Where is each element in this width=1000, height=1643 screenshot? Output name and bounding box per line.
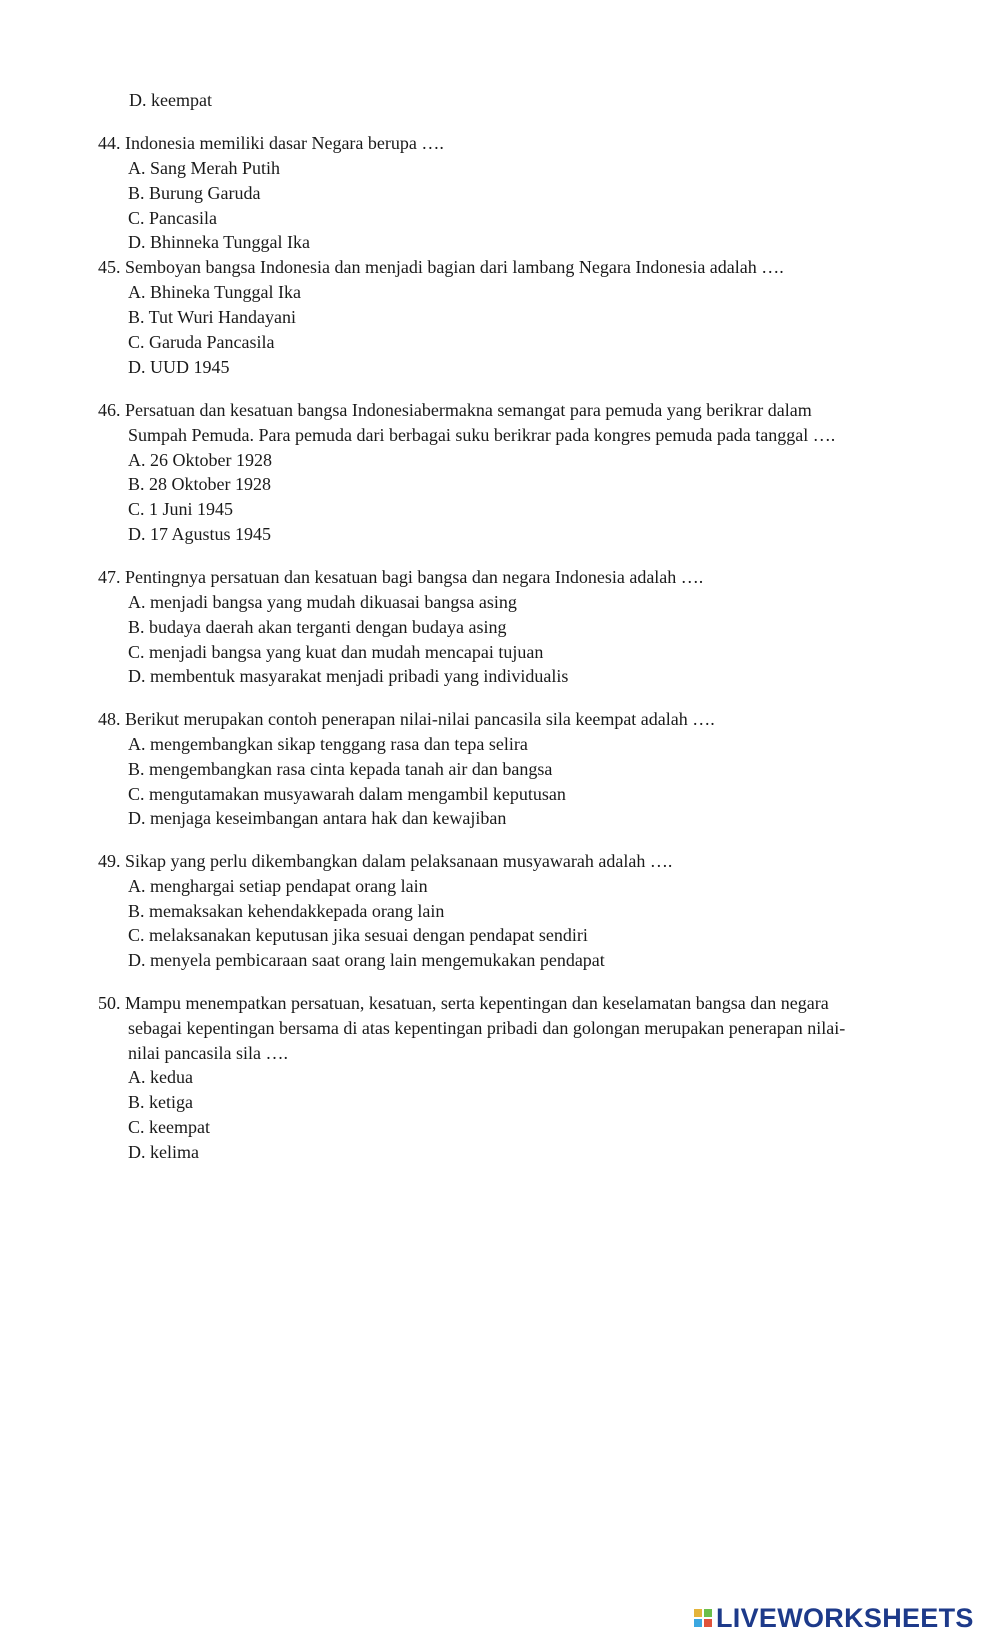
question-50-line-1: 50. Mampu menempatkan persatuan, kesatuan, serta kepentingan dan keselamatan bangsa dan negara — [98, 993, 829, 1013]
q44-option-c: C. Pancasila — [128, 208, 217, 228]
q50-option-b: B. ketiga — [128, 1092, 193, 1112]
liveworksheets-logo-text: LIVEWORKSHEETS — [716, 1603, 974, 1633]
question-50-line-2: sebagai kepentingan bersama di atas kepentingan pribadi dan golongan merupakan penerapan nilai- — [128, 1018, 846, 1038]
q46-option-a: A. 26 Oktober 1928 — [128, 450, 272, 470]
q47-option-c: C. menjadi bangsa yang kuat dan mudah mencapai tujuan — [128, 642, 544, 662]
question-50-line-3: nilai pancasila sila …. — [128, 1043, 288, 1063]
question-44: 44. Indonesia memiliki dasar Negara berupa …. — [98, 133, 444, 153]
q47-option-a: A. menjadi bangsa yang mudah dikuasai bangsa asing — [128, 592, 517, 612]
q49-option-d: D. menyela pembicaraan saat orang lain mengemukakan pendapat — [128, 950, 605, 970]
q46-option-c: C. 1 Juni 1945 — [128, 499, 234, 519]
question-46-line-1: 46. Persatuan dan kesatuan bangsa Indonesiabermakna semangat para pemuda yang berikrar dalam — [98, 400, 812, 420]
question-49: 49. Sikap yang perlu dikembangkan dalam pelaksanaan musyawarah adalah …. — [98, 851, 673, 871]
q48-option-b: B. mengembangkan rasa cinta kepada tanah air dan bangsa — [128, 759, 553, 779]
q44-option-a: A. Sang Merah Putih — [128, 158, 280, 178]
q45-option-c: C. Garuda Pancasila — [128, 332, 275, 352]
question-45: 45. Semboyan bangsa Indonesia dan menjadi bagian dari lambang Negara Indonesia adalah …. — [98, 257, 784, 277]
q48-option-c: C. mengutamakan musyawarah dalam mengambil keputusan — [128, 784, 566, 804]
q47-option-b: B. budaya daerah akan terganti dengan budaya asing — [128, 617, 507, 637]
q45-option-b: B. Tut Wuri Handayani — [128, 307, 296, 327]
question-46-line-2: Sumpah Pemuda. Para pemuda dari berbagai suku berikrar pada kongres pemuda pada tanggal …. — [128, 425, 836, 445]
q50-option-a: A. kedua — [128, 1067, 193, 1087]
q47-option-d: D. membentuk masyarakat menjadi pribadi yang individualis — [128, 666, 569, 686]
q44-option-b: B. Burung Garuda — [128, 183, 261, 203]
question-47: 47. Pentingnya persatuan dan kesatuan bagi bangsa dan negara Indonesia adalah …. — [98, 567, 704, 587]
q48-option-a: A. mengembangkan sikap tenggang rasa dan tepa selira — [128, 734, 528, 754]
q44-option-d: D. Bhinneka Tunggal Ika — [128, 232, 310, 252]
q48-option-d: D. menjaga keseimbangan antara hak dan kewajiban — [128, 808, 507, 828]
q50-option-c: C. keempat — [128, 1117, 210, 1137]
q49-option-a: A. menghargai setiap pendapat orang lain — [128, 876, 428, 896]
prev-option-d: D. keempat — [129, 90, 212, 110]
question-48: 48. Berikut merupakan contoh penerapan nilai-nilai pancasila sila keempat adalah …. — [98, 709, 715, 729]
q45-option-a: A. Bhineka Tunggal Ika — [128, 282, 301, 302]
q49-option-c: C. melaksanakan keputusan jika sesuai dengan pendapat sendiri — [128, 925, 588, 945]
q45-option-d: D. UUD 1945 — [128, 357, 230, 377]
liveworksheets-logo-icon — [694, 1609, 712, 1627]
q46-option-b: B. 28 Oktober 1928 — [128, 474, 271, 494]
q46-option-d: D. 17 Agustus 1945 — [128, 524, 272, 544]
liveworksheets-logo — [694, 1604, 974, 1632]
q50-option-d: D. kelima — [128, 1142, 199, 1162]
q49-option-b: B. memaksakan kehendakkepada orang lain — [128, 901, 445, 921]
